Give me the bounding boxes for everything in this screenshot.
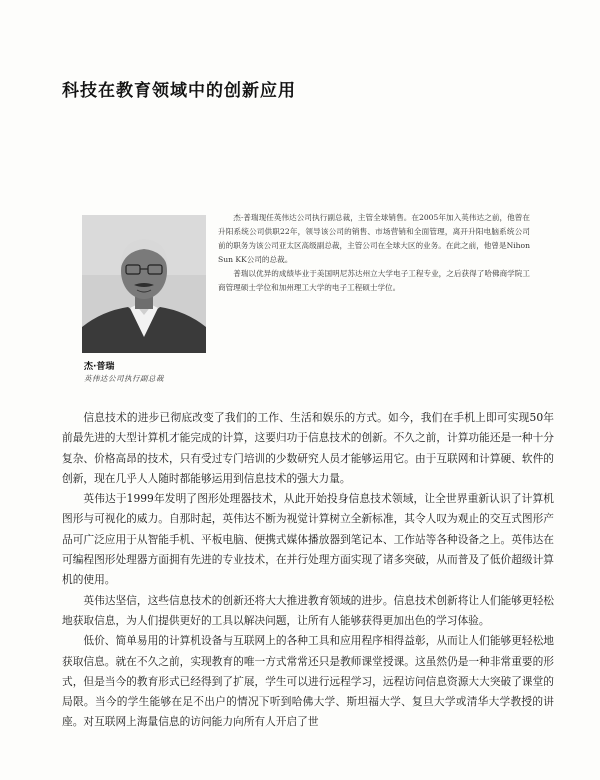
author-name: 杰·普瑞 [84,362,115,372]
author-portrait-image [82,215,206,353]
body-paragraph: 低价、简单易用的计算机设备与互联网上的各种工具和应用程序相得益彰，从而让人们能够更轻松地获取信息。就在不久之前，实现教育的唯一方式常常还只是教师课堂授课。这虽然仍是一种非常重要的形式，但是当今的教育形式已经得到了扩展，学生可以进行远程学习，远程访问信息资源大大突破了课堂的局限。当今的学生能够在足不出户的情况下听到哈佛大学、斯坦福大学、复旦大学或清华大学教授的讲座。对互联网上海量信息的访问能力向所有人开启了世 [62,634,554,729]
body-paragraph: 英伟达坚信，这些信息技术的创新还将大大推进教育领域的进步。信息技术创新将让人们能够更轻松地获取信息，为人们提供更好的工具以解决问题，让所有人能够获得更加出色的学习体验。 [62,593,554,627]
bio-paragraph: 普瑞以优异的成绩毕业于美国明尼苏达州立大学电子工程专业，之后获得了哈佛商学院工商管理硕士学位和加州理工大学的电子工程硕士学位。 [218,269,530,292]
article-body [62,408,554,733]
author-photo [82,215,206,353]
body-paragraph: 信息技术的进步已彻底改变了我们的工作、生活和娱乐的方式。如今，我们在手机上即可实现50年前最先进的大型计算机才能完成的计算，这要归功于信息技术的创新。不久之前，计算功能还是一种十分复杂、价格高昂的技术，只有受过专门培训的少数研究人员才能够运用它。由于互联网和计算硬、软件的创新，现在几乎人人随时都能够运用到信息技术的强大力量。 [62,411,554,485]
author-bio [218,211,530,295]
bio-paragraph: 杰·普瑞现任英伟达公司执行副总裁，主管全球销售。在2005年加入英伟达之前，他曾在升阳系统公司供职22年，领导该公司的销售、市场营销和全面管理，离开升阳电脑系统公司前的职务为该公司亚太区高级副总裁，主管公司在全球大区的业务。在此之前，他曾是Nihon Sun KK公司的总裁。 [218,213,530,264]
author-role: 英伟达公司执行副总裁 [84,374,164,383]
body-paragraph: 英伟达于1999年发明了图形处理器技术，从此开始投身信息技术领域，让全世界重新认识了计算机图形与可视化的威力。自那时起，英伟达不断为视觉计算树立全新标准，其令人叹为观止的交互式图形产品可广泛应用于从智能手机、平板电脑、便携式媒体播放器到笔记本、工作站等各种设备之上。英伟达在可编程图形处理器方面拥有先进的专业技术，在并行处理方面实现了诸多突破，从而普及了低价超级计算机的使用。 [62,492,554,587]
article-title: 科技在教育领域中的创新应用 [62,81,296,101]
